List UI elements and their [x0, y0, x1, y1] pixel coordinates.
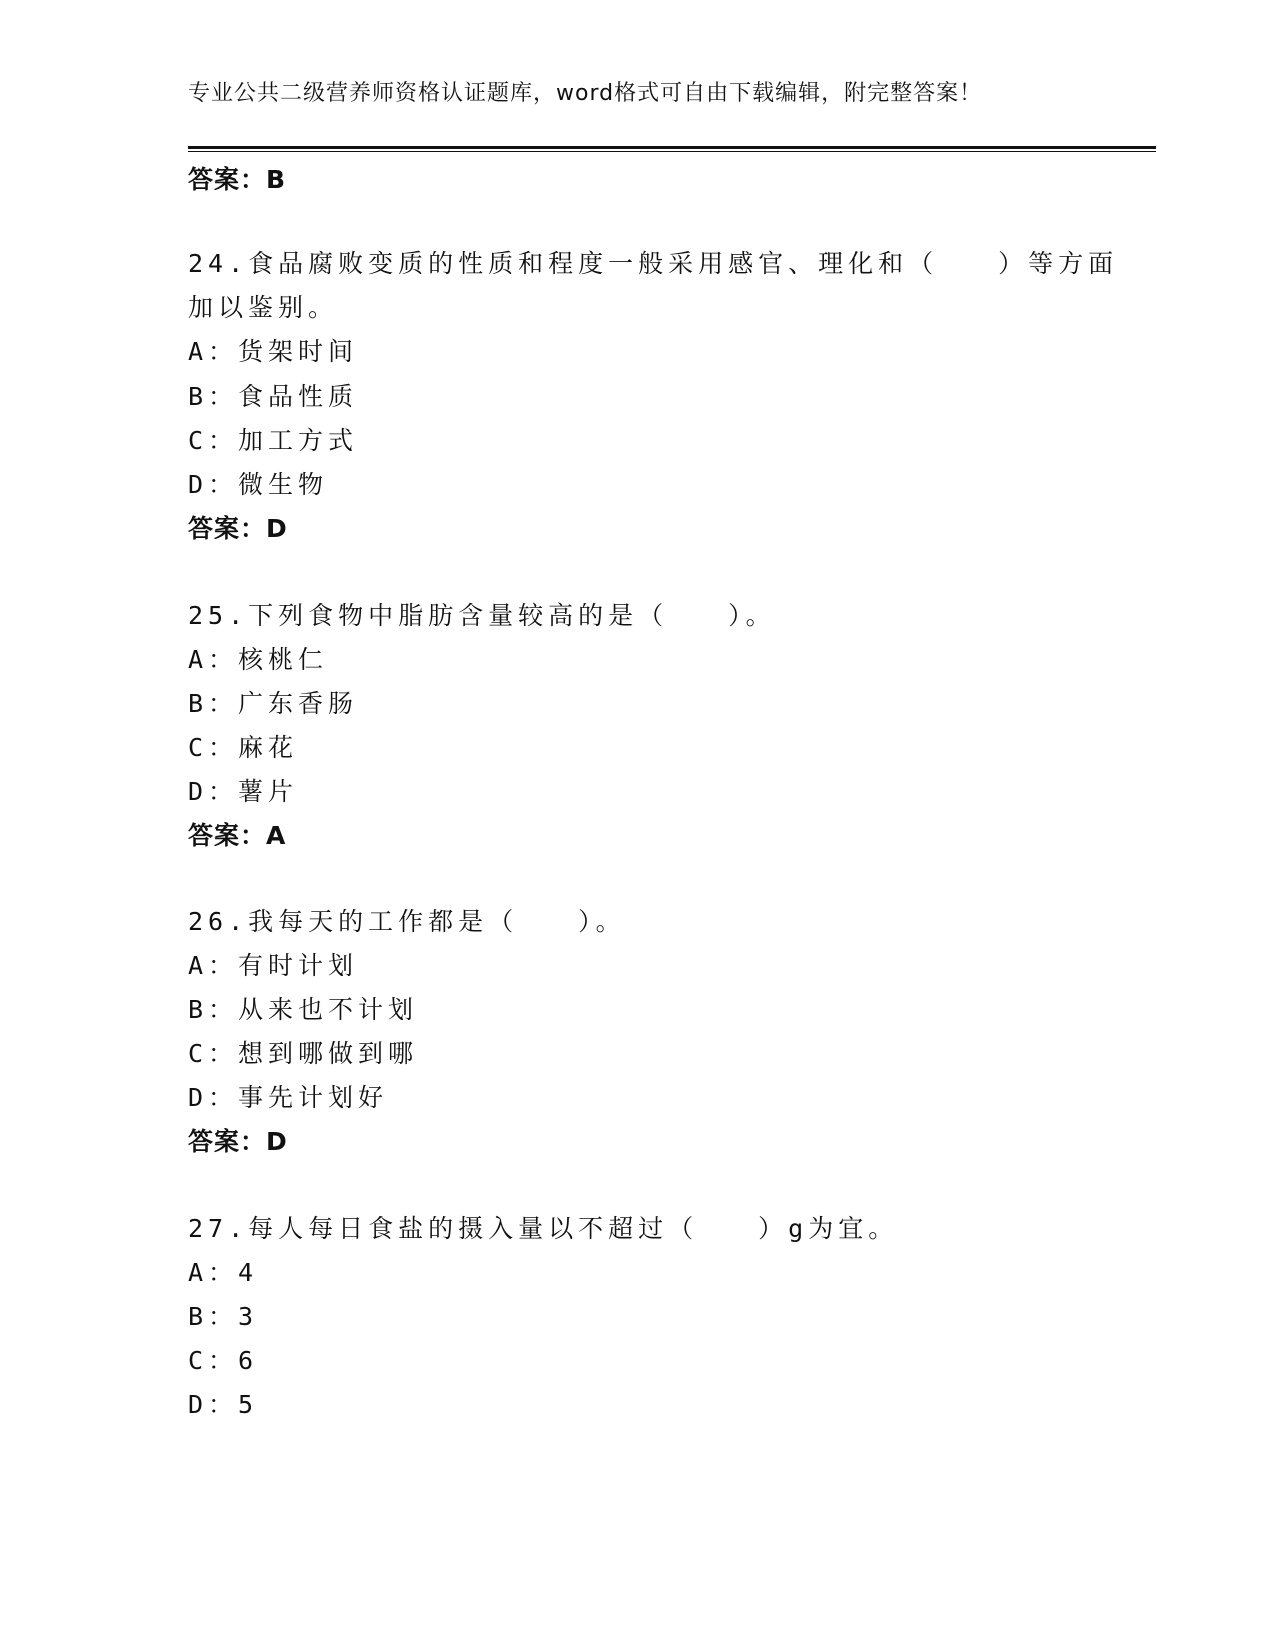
question-24-line-1: 24.食品腐败变质的性质和程度一般采用感官、理化和（ ）等方面: [188, 249, 1119, 278]
question-25-option-c: C：麻花: [188, 733, 299, 762]
question-25-line-1: 25.下列食物中脂肪含量较高的是（ ）。: [188, 601, 776, 630]
question-27-option-a: A：4: [188, 1258, 259, 1287]
question-26-option-c: C：想到哪做到哪: [188, 1039, 419, 1068]
header-rule-thick: [188, 146, 1156, 149]
question-24-option-c: C：加工方式: [188, 426, 359, 455]
question-25-option-a: A：核桃仁: [188, 645, 329, 674]
question-25-option-d: D：薯片: [188, 777, 299, 806]
question-27-option-c: C：6: [188, 1346, 259, 1375]
question-24-option-b: B：食品性质: [188, 382, 359, 411]
question-25-option-b: B：广东香肠: [188, 689, 359, 718]
question-27-option-d: D：5: [188, 1390, 259, 1419]
question-24-option-a: A：货架时间: [188, 337, 359, 366]
question-24-option-d: D：微生物: [188, 470, 329, 499]
question-27-line-1: 27.每人每日食盐的摄入量以不超过（ ）g为宜。: [188, 1214, 899, 1243]
question-24-answer: 答案：D: [188, 514, 288, 543]
question-26-option-b: B：从来也不计划: [188, 995, 419, 1024]
question-26-line-1: 26.我每天的工作都是（ ）。: [188, 907, 626, 936]
question-26-answer: 答案：D: [188, 1127, 288, 1156]
question-27-option-b: B：3: [188, 1302, 259, 1331]
question-24-line-2: 加以鉴别。: [188, 293, 339, 322]
page-header: 专业公共二级营养师资格认证题库，word格式可自由下载编辑，附完整答案！: [188, 81, 983, 106]
answer-prev: 答案：B: [188, 165, 287, 194]
question-26-option-d: D：事先计划好: [188, 1083, 389, 1112]
question-25-answer: 答案：A: [188, 821, 287, 850]
header-rule-thin: [188, 151, 1156, 152]
question-26-option-a: A：有时计划: [188, 951, 359, 980]
